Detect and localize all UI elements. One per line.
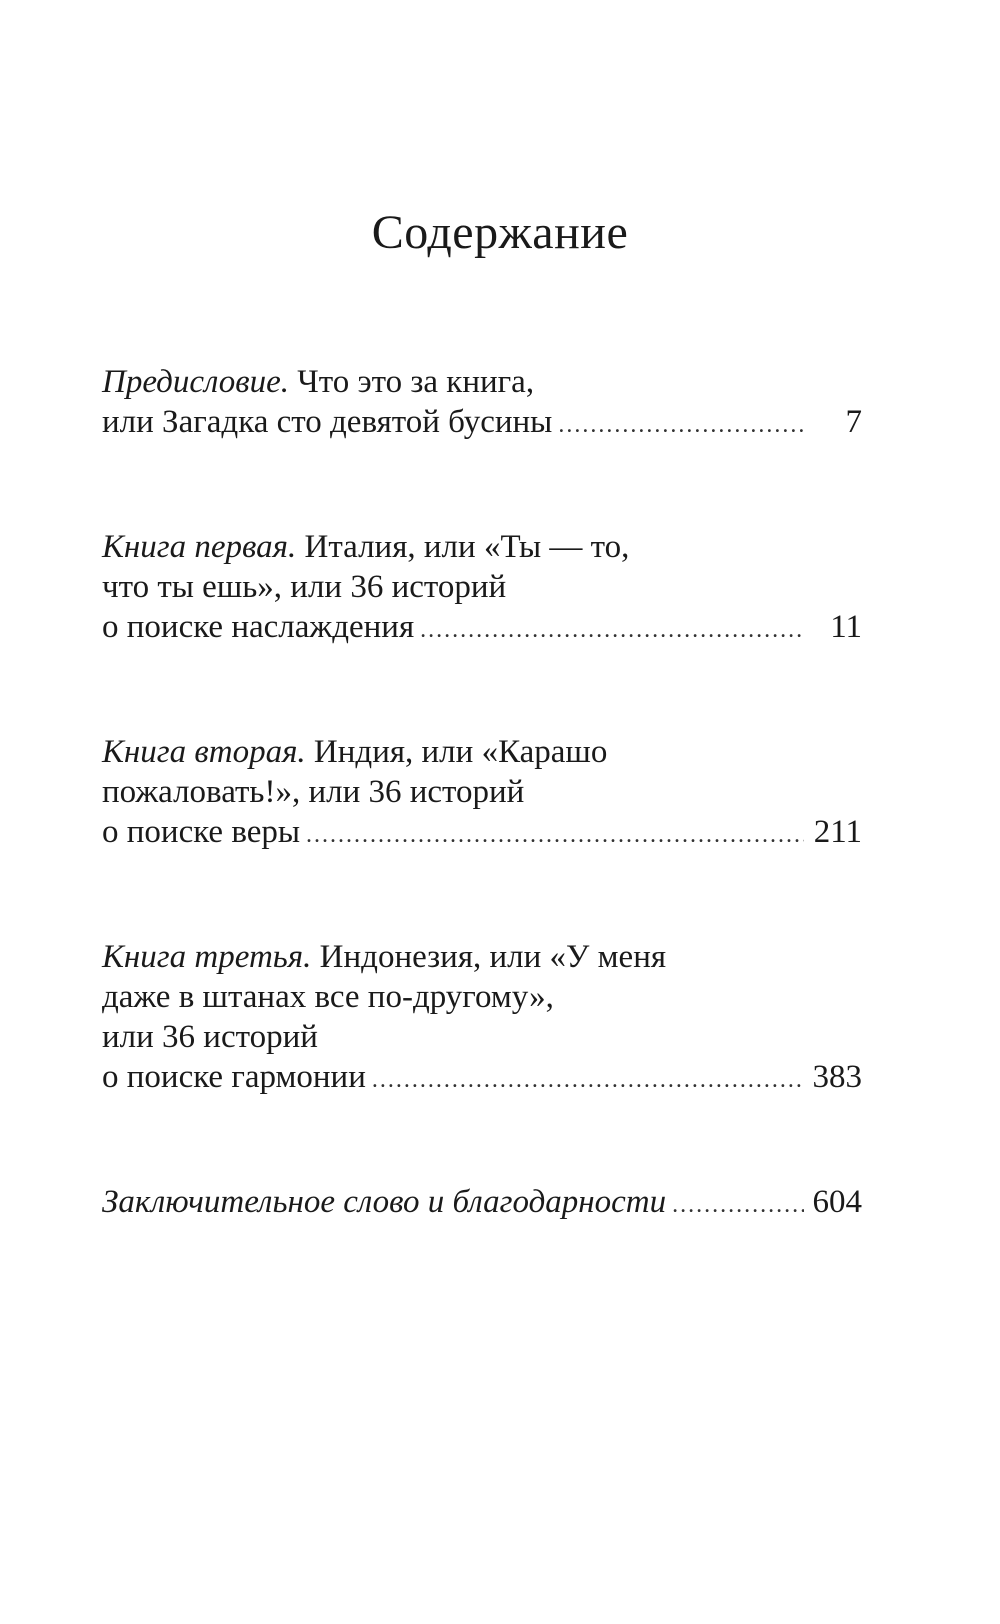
toc-entry-first-line [102, 362, 862, 402]
toc-entry-text: что ты ешь», или 36 историй [102, 569, 507, 605]
dot-leader [672, 1185, 804, 1225]
toc-entry-book-three[interactable] [102, 937, 862, 1100]
toc-entry-text: о поиске гармонии [102, 1059, 366, 1095]
toc-page-number: 383 [812, 1059, 862, 1095]
toc-entry-text: даже в штанах все по-другому», [102, 979, 554, 1015]
dot-leader [306, 815, 804, 855]
toc-entry-first-line [102, 527, 862, 567]
toc-entry-leader-line [102, 1057, 862, 1100]
toc-page-number: 7 [845, 404, 862, 440]
toc-entry-text: или 36 историй [102, 1019, 318, 1055]
toc-entry-text: о поиске наслаждения [102, 609, 415, 645]
toc-entry-first-line [102, 732, 862, 772]
toc-entry-text: Индия, или «Карашо [313, 734, 608, 770]
toc-entry-first-line [102, 937, 862, 977]
toc-entry-text: пожаловать!», или 36 историй [102, 774, 525, 810]
toc-entry-text: Что это за книга, [297, 364, 535, 400]
toc-entry-text: или Загадка сто девятой бусины [102, 404, 553, 440]
toc-page-number: 211 [813, 814, 862, 850]
dot-leader [372, 1060, 804, 1100]
toc-entry-text: о поиске веры [102, 814, 301, 850]
toc-entry-label: Книга первая. [102, 529, 297, 565]
toc-entry-label: Книга третья. [102, 939, 312, 975]
toc-entry-book-two[interactable] [102, 732, 862, 855]
dot-leader [420, 610, 804, 650]
toc-page-number: 11 [830, 609, 862, 645]
toc-entry-book-one[interactable] [102, 527, 862, 650]
toc-page-number: 604 [812, 1184, 862, 1220]
toc-entry-leader-line [102, 402, 862, 445]
toc-entry-text: Индонезия, или «У меня [319, 939, 667, 975]
toc-entry-leader-line [102, 1182, 862, 1225]
toc-entry-leader-line [102, 607, 862, 650]
toc-entry-label: Предисловие. [102, 364, 290, 400]
toc-entry-label: Книга вторая. [102, 734, 306, 770]
table-of-contents [102, 362, 862, 1225]
toc-entry-leader-line [102, 812, 862, 855]
toc-entry-label: Заключительное слово и благодарности [102, 1184, 667, 1220]
toc-entry-preface[interactable] [102, 362, 862, 445]
toc-entry-text: Италия, или «Ты — то, [304, 529, 630, 565]
dot-leader [558, 405, 804, 445]
toc-entry-afterword[interactable] [102, 1182, 862, 1225]
page-title: Содержание [371, 206, 629, 259]
